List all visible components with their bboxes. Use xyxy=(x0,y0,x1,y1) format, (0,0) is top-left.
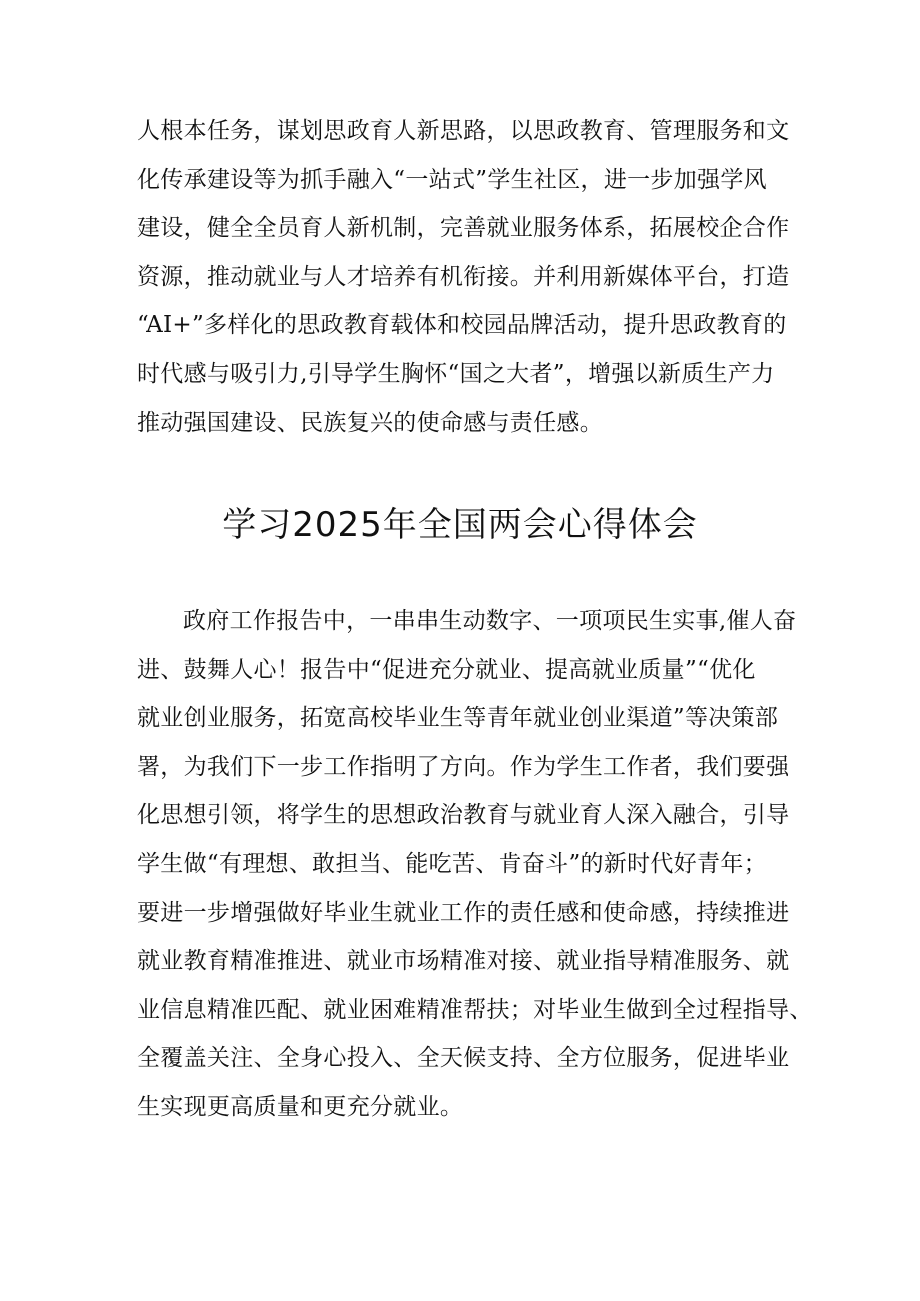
text-line: 政府工作报告中，一串串生动数字、一项项民生实事,催人奋 xyxy=(183,608,797,634)
text-line: 化传承建设等为抓手融入“一站式”学生社区，进一步加强学风 xyxy=(137,166,767,193)
text-line: 建设，健全全员育人新机制，完善就业服务体系，拓展校企合作 xyxy=(137,215,790,242)
text-line: 进、鼓舞人心！报告中“促进充分就业、提高就业质量”“优化 xyxy=(137,656,756,683)
text-line: 署，为我们下一步工作指明了方向。作为学生工作者，我们要强 xyxy=(137,753,790,780)
text-line: 生实现更高质量和更充分就业。 xyxy=(137,1093,464,1120)
text-line: 人根本任务，谋划思政育人新思路，以思政教育、管理服务和文 xyxy=(137,118,790,144)
text-line: 时代感与吸引力,引导学生胸怀“国之大者”，增强以新质生产力 xyxy=(137,360,775,387)
text-line: “AI+”多样化的思政教育载体和校园品牌活动，提升思政教育的 xyxy=(137,312,787,339)
text-line: 就业创业服务，拓宽高校毕业生等青年就业创业渠道”等决策部 xyxy=(137,705,779,732)
text-line: 学生做“有理想、敢担当、能吃苦、肯奋斗”的新时代好青年； xyxy=(137,850,767,877)
document-title: 学习2025年全国两会心得体会 xyxy=(222,505,698,545)
text-line: 要进一步增强做好毕业生就业工作的责任感和使命感，持续推进 xyxy=(137,899,790,926)
text-line: 业信息精准匹配、就业困难精准帮扶；对毕业生做到全过程指导、 xyxy=(137,996,813,1023)
text-line: 化思想引领，将学生的思想政治教育与就业育人深入融合，引导 xyxy=(137,802,790,829)
text-line: 全覆盖关注、全身心投入、全天候支持、全方位服务，促进毕业 xyxy=(137,1045,790,1072)
intro-paragraph xyxy=(137,107,797,447)
text-line: 推动强国建设、民族复兴的使命感与责任感。 xyxy=(137,409,603,436)
text-line: 资源，推动就业与人才培养有机衔接。并利用新媒体平台，打造 xyxy=(137,263,790,290)
text-line: 就业教育精准推进、就业市场精准对接、就业指导精准服务、就 xyxy=(137,948,790,975)
body-paragraph xyxy=(137,597,817,1132)
